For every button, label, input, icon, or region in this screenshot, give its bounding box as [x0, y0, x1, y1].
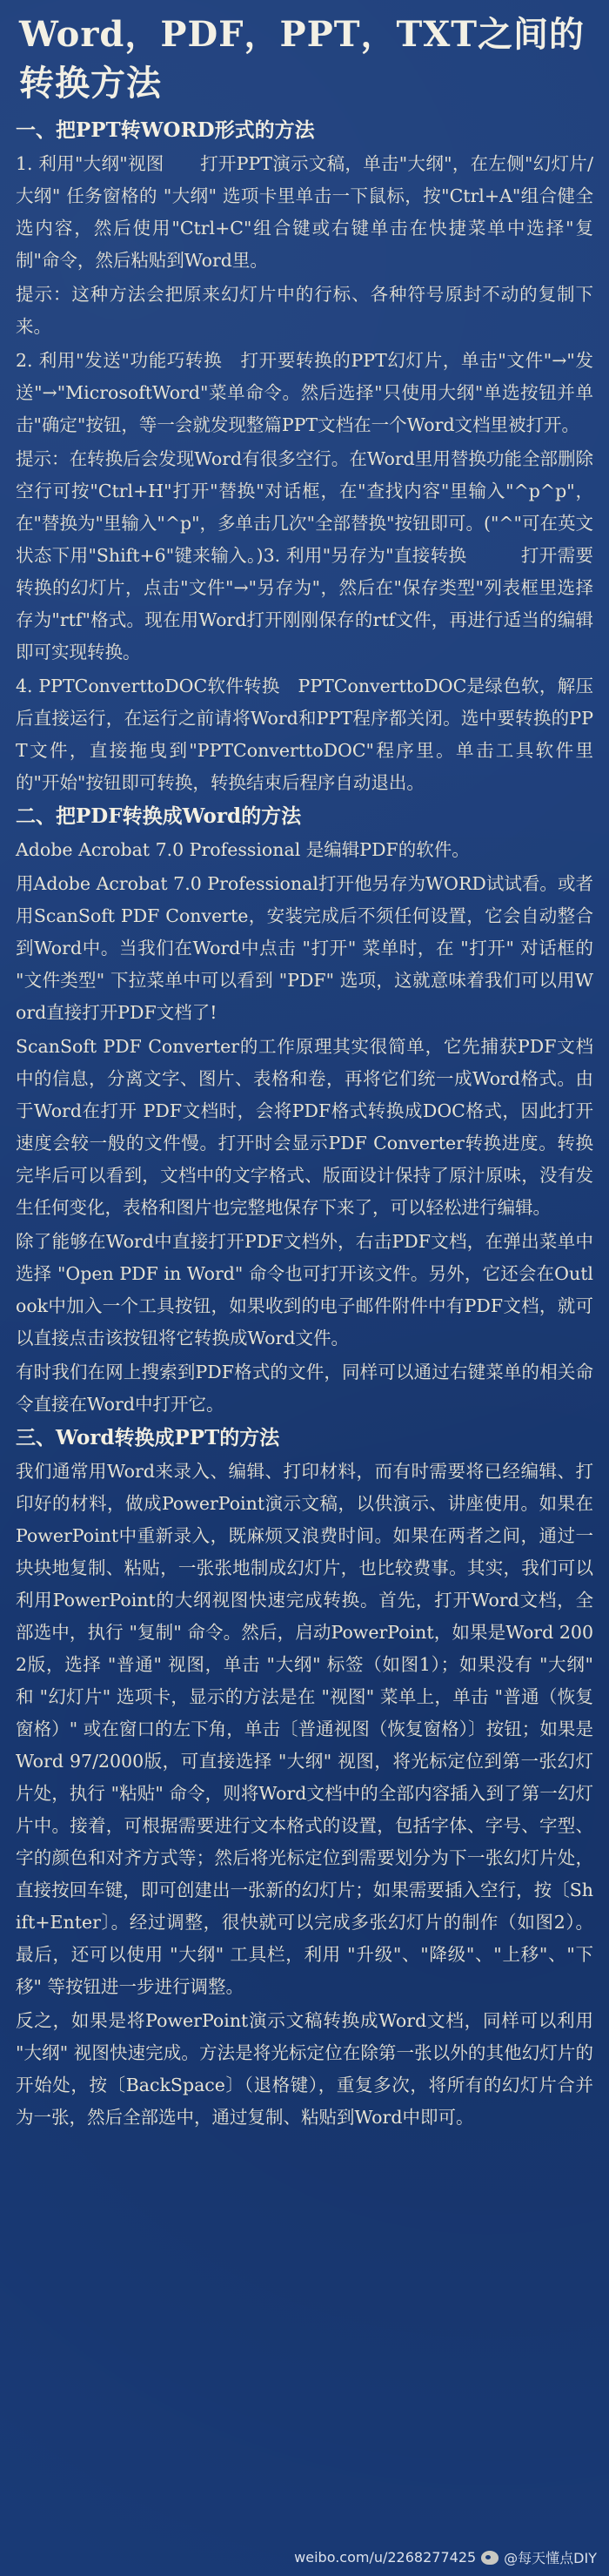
paragraph: 除了能够在Word中直接打开PDF文档外，右击PDF文档，在弹出菜单中选择 "Open PDF in Word" 命令也可打开该文件。另外，它还会在Outlook中加入一个工具按钮，如果收到的电子邮件附件中有PDF文档，就可以直接点击该按钮将它转换成Word文件。: [16, 1231, 593, 1349]
paragraph: 用Adobe Acrobat 7.0 Professional打开他另存为WORD试试看。或者用ScanSoft PDF Converte，安装完成后不须任何设置，它会自动整合到Word中。当我们在Word中点击 "打开" 菜单时，在 "打开" 对话框的 "文件类型" 下拉菜单中可以看到 "PDF" 选项，这就意味着我们可以用Word直接打开PDF文档了!: [16, 873, 593, 1023]
paragraph: 有时我们在网上搜索到PDF格式的文件，同样可以通过右键菜单的相关命令直接在Word中打开它。: [16, 1362, 593, 1415]
section-heading: 三、Word转换成PPT的方法: [16, 1426, 280, 1449]
paragraph: 2. 利用"发送"功能巧转换 打开要转换的PPT幻灯片，单击"文件"→"发送"→"MicrosoftWord"菜单命令。然后选择"只使用大纲"单选按钮并单击"确定"按钮，等一会就发现整篇PPT文档在一个Word文档里被打开。: [16, 350, 593, 435]
watermark-url: weibo.com/u/2268277425: [294, 2549, 477, 2566]
section-heading: 二、把PDF转换成Word的方法: [16, 804, 302, 828]
watermark-user: @每天懂点DIY: [504, 2550, 597, 2566]
paragraph: 4. PPTConverttoDOC软件转换 PPTConverttoDOC是绿色软，解压后直接运行，在运行之前请将Word和PPT程序都关闭。选中要转换的PPT文件，直接拖曳到"PPTConverttoDOC"程序里。单击工具软件里的"开始"按钮即可转换，转换结束后程序自动退出。: [16, 676, 593, 793]
section-word-to-ppt: [16, 1423, 593, 2134]
paragraph: 反之，如果是将PowerPoint演示文稿转换成Word文档，同样可以利用 "大纲" 视图快速完成。方法是将光标定位在除第一张以外的其他幻灯片的开始处，按〔BackSpace〕（退格键），重复多次，将所有的幻灯片合并为一张，然后全部选中，通过复制、粘贴到Word中即可。: [16, 2010, 593, 2128]
weibo-icon: [481, 2551, 499, 2565]
section-ppt-to-word: [16, 115, 593, 799]
section-pdf-to-word: [16, 801, 593, 1421]
watermark: [294, 2547, 597, 2567]
page-title: Word，PDF，PPT，TXT之间的转换方法: [19, 14, 586, 104]
paragraph: 提示：这种方法会把原来幻灯片中的行标、各种符号原封不动的复制下来。: [16, 284, 593, 337]
paragraph: 我们通常用Word来录入、编辑、打印材料，而有时需要将已经编辑、打印好的材料，做成PowerPoint演示文稿，以供演示、讲座使用。如果在PowerPoint中重新录入，既麻烦又浪费时间。如果在两者之间，通过一块块地复制、粘贴，一张张地制成幻灯片，也比较费事。其实，我们可以利用PowerPoint的大纲视图快速完成转换。首先，打开Word文档，全部选中，执行 "复制" 命令。然后，启动PowerPoint，如果是Word 2002版，选择 "普通" 视图，单击 "大纲" 标签（如图1）；如果没有 "大纲" 和 "幻灯片" 选项卡，显示的方法是在 "视图" 菜单上，单击 "普通（恢复窗格）" 或在窗口的左下角，单击〔普通视图（恢复窗格）〕按钮；如果是 Word 97/2000版，可直接选择 "大纲" 视图，将光标定位到第一张幻灯片处，执行 "粘贴" 命令，则将Word文档中的全部内容插入到了第一幻灯片中。接着，可根据需要进行文本格式的设置，包括字体、字号、字型、字的颜色和对齐方式等；然后将光标定位到需要划分为下一张幻灯片处，直接按回车键，即可创建出一张新的幻灯片；如果需要插入空行，按〔Shift+Enter〕。经过调整，很快就可以完成多张幻灯片的制作（如图2）。最后，还可以使用 "大纲" 工具栏，利用 "升级"、"降级"、"上移"、"下移" 等按钮进一步进行调整。: [16, 1461, 593, 1997]
paragraph: 1. 利用"大纲"视图 打开PPT演示文稿，单击"大纲"，在左侧"幻灯片/大纲" 任务窗格的 "大纲" 选项卡里单击一下鼠标，按"Ctrl+A"组合健全选内容，然后使用"Ctrl+C"组合键或右键单击在快捷菜单中选择"复制"命令，然后粘贴到Word里。: [16, 153, 593, 271]
paragraph: ScanSoft PDF Converter的工作原理其实很简单，它先捕获PDF文档中的信息，分离文字、图片、表格和卷，再将它们统一成Word格式。由于Word在打开 PDF文档时，会将PDF格式转换成DOC格式，因此打开速度会较一般的文件慢。打开时会显示PDF Converter转换进度。转换完毕后可以看到，文档中的文字格式、版面设计保持了原汁原味，没有发生任何变化，表格和图片也完整地保存下来了，可以轻松进行编辑。: [16, 1036, 593, 1218]
paragraph: Adobe Acrobat 7.0 Professional 是编辑PDF的软件。: [16, 839, 470, 860]
paragraph: 提示：在转换后会发现Word有很多空行。在Word里用替换功能全部删除空行可按"Ctrl+H"打开"替换"对话框，在"查找内容"里输入"^p^p"，在"替换为"里输入"^p"，多单击几次"全部替换"按钮即可。("^"可在英文状态下用"Shift+6"键来输入。)3. 利用"另存为"直接转换 打开需要转换的幻灯片，点击"文件"→"另存为"，然后在"保存类型"列表框里选择存为"rtf"格式。现在用Word打开刚刚保存的rtf文件，再进行适当的编辑即可实现转换。: [16, 448, 593, 662]
section-heading: 一、把PPT转WORD形式的方法: [16, 118, 315, 142]
